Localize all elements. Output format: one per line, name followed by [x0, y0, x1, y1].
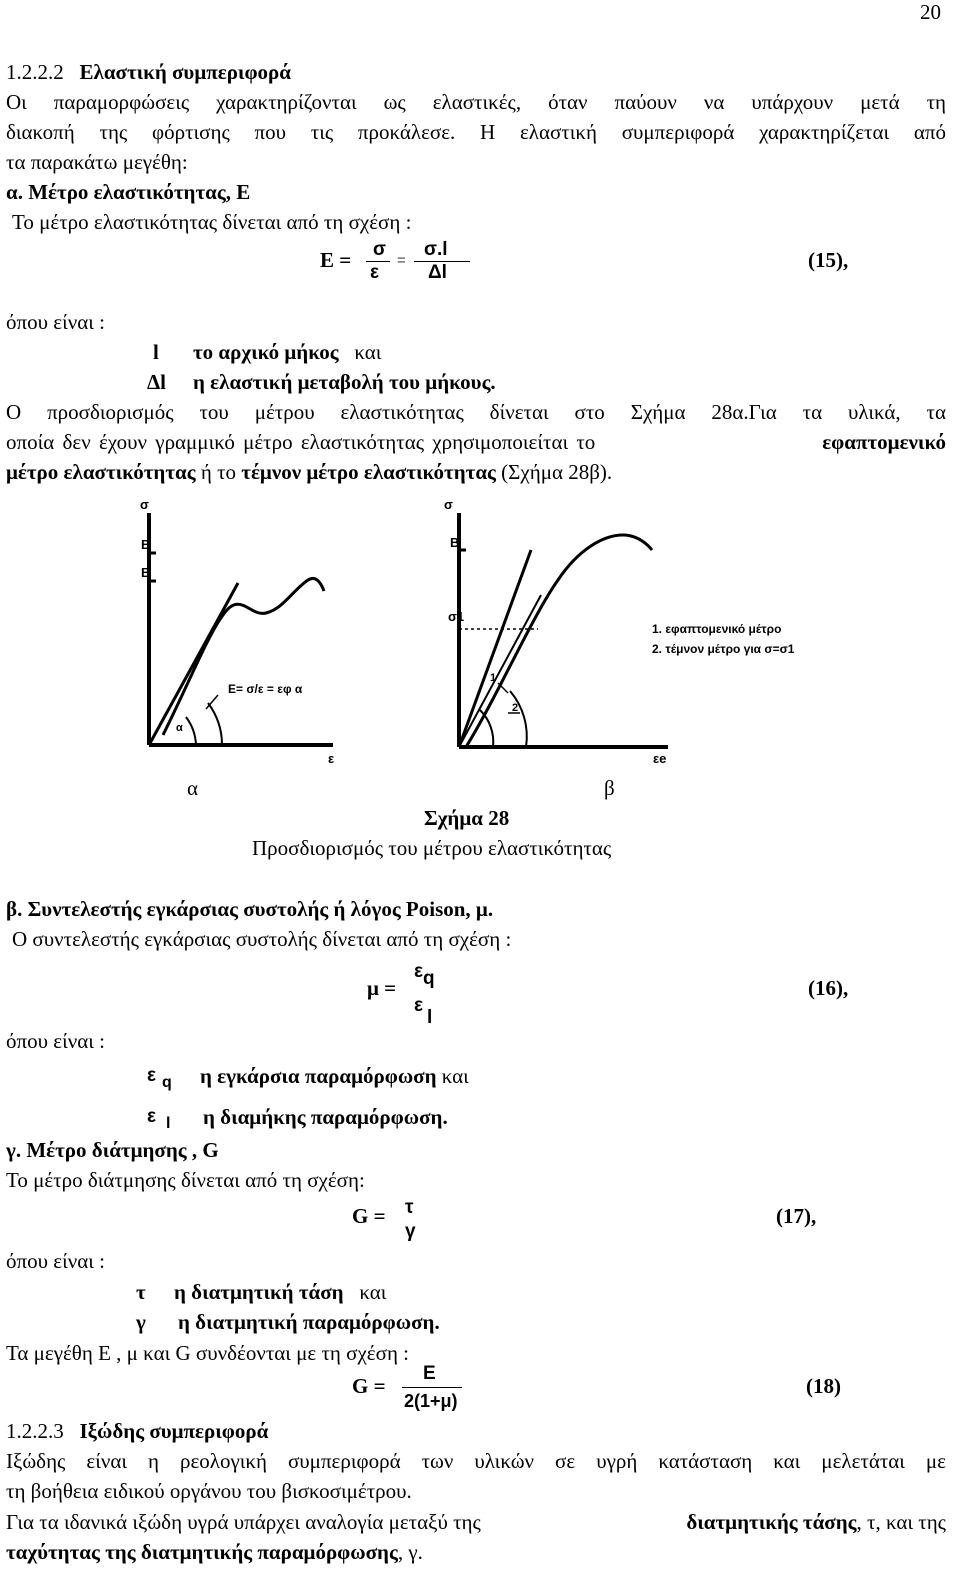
def-text-gamma: η διατμητική παραμόρφωση. [178, 1310, 440, 1334]
def-text-l: το αρχικό μήκος [193, 340, 339, 364]
def-text-eq: η εγκάρσια παραμόρφωση [200, 1064, 437, 1088]
eq15-den2: Δl [428, 262, 447, 283]
def-and: και [354, 340, 382, 364]
def-text-tau: η διατμητική τάση [174, 1280, 344, 1304]
tick-label-upper: B [450, 535, 460, 550]
figure-caption-text: Προσδιορισμός του μέτρου ελαστικότητας [252, 836, 612, 860]
section-title: Ελαστική συμπεριφορά [79, 60, 292, 84]
def-text-dl: η ελαστική μεταβολή του μήκους. [193, 370, 496, 394]
tangent-modulus-term: εφαπτομενικό [822, 430, 946, 454]
eq16-den-sub: l [427, 1007, 433, 1028]
def-symbol-eq-sub: q [162, 1074, 172, 1091]
viscous-line-3-a: Για τα ιδανικά ιξώδη υγρά υπάρχει αναλογία μεταξύ της [6, 1510, 481, 1534]
angle-arc-inner [186, 717, 196, 745]
y-axis-label: σ [140, 497, 149, 512]
where-label-a: όπου είναι : [6, 310, 105, 334]
tick-label-upper: B [141, 537, 151, 552]
relation-text: Τα μεγέθη E , μ και G συνδέονται με τη σχέση : [6, 1341, 410, 1365]
para-a-line-2-text: οποία δεν έχουν γραμμικό μέτρο ελαστικότητας χρησιμοποιείται το [6, 430, 596, 454]
para-a-line-1: Ο προσδιορισμός του μέτρου ελαστικότητας δίνεται στο Σχήμα 28α.Για τα υλικά, τα [6, 400, 946, 424]
angle-label: α [176, 722, 183, 734]
x-axis-label: εe [653, 751, 667, 766]
def-symbol-eq [147, 1062, 172, 1091]
angle-arc-2 [510, 691, 527, 747]
viscous-line-1: Ιξώδης είναι η ρεολογική συμπεριφορά των υλικών σε υγρή κατάσταση και μελετάται με [6, 1449, 946, 1473]
eq16-den [414, 992, 433, 1028]
stress-strain-curve [163, 578, 324, 735]
eq15-lhs: E = [320, 248, 352, 272]
tick-label-sigma1: σ1 [448, 609, 465, 624]
def-symbol-gamma: γ [136, 1310, 146, 1334]
def-row-eq [200, 1062, 469, 1090]
shear-rate-term: ταχύτητας της διατμητικής παραμόρφωσης [6, 1540, 398, 1564]
figure-label-b: β [604, 776, 615, 800]
eq16-num-symbol: ε [414, 961, 424, 982]
eq17-lhs: G = [352, 1204, 386, 1228]
viscous-line-3 [6, 1508, 946, 1536]
modulus-term: μέτρο ελαστικότητας [6, 460, 196, 484]
stress-strain-curve [466, 535, 652, 747]
eq15-equals: = [397, 252, 406, 269]
eq15-den1: ε [370, 262, 380, 283]
secant-line [459, 595, 541, 747]
section-number: 1.2.2.2 [6, 60, 64, 84]
def-text-el: η διαμήκης παραμόρφωση. [203, 1105, 448, 1129]
eq15-num1: σ [373, 239, 386, 260]
def-symbol-el-sub: l [166, 1115, 171, 1132]
def-row-l [193, 338, 381, 366]
eq16-num [414, 958, 435, 989]
given-text-a: Το μέτρο ελαστικότητας δίνεται από τη σχέση : [12, 210, 412, 234]
subsection-heading-b: β. Συντελεστής εγκάρσιας συστολής ή λόγος Poison, μ. [6, 897, 494, 921]
angle-arc-outer [208, 703, 222, 745]
eq15-number: (15), [808, 248, 849, 272]
def-symbol-l: l [153, 340, 159, 364]
page-number: 20 [920, 0, 941, 24]
para-a-line-3 [6, 458, 612, 486]
figure-caption-title: Σχήμα 28 [424, 806, 510, 830]
eq16-lhs: μ = [367, 976, 397, 1000]
tangent-line [149, 583, 238, 745]
given-text-c: Το μέτρο διάτμησης δίνεται από τη σχέση: [6, 1168, 365, 1192]
subsection-heading-c: γ. Μέτρο διάτμησης , G [6, 1138, 219, 1162]
def-symbol-dl: Δl [147, 370, 167, 394]
legend-item-2: 2. τέμνον μέτρο για σ=σ1 [652, 642, 795, 656]
intro-line-3: τα παρακάτω μεγέθη: [6, 150, 188, 174]
viscous-line-4-b: , γ. [397, 1540, 423, 1564]
def-row-tau [174, 1278, 386, 1306]
legend-item-1: 1. εφαπτομενικό μέτρο [652, 622, 782, 636]
intro-line-2: διακοπή της φόρτισης που τις προκάλεσε. Η ελαστική συμπεριφορά χαρακτηρίζεται από [6, 120, 946, 144]
tick-label-lower: B [141, 565, 151, 580]
def-and-eq: και [441, 1064, 469, 1088]
curve-label-2: 2 [512, 702, 519, 714]
modulus-annotation: E= σ/ε = εφ α [228, 682, 303, 696]
eq18-num: E [423, 1363, 436, 1384]
shear-stress-term: διατμητικής τάσης [686, 1510, 857, 1534]
eq18-number: (18) [806, 1374, 841, 1398]
y-axis-label: σ [444, 497, 453, 512]
curve-label-1: 1 [490, 672, 497, 684]
section-title-2: Ιξώδης συμπεριφορά [79, 1419, 269, 1443]
def-symbol-eq-main: ε [147, 1065, 157, 1086]
eq16-den-symbol: ε [414, 995, 424, 1016]
def-symbol-el-main: ε [147, 1106, 157, 1127]
eq16-num-sub: q [423, 968, 435, 989]
x-axis-label: ε [328, 751, 335, 766]
def-symbol-tau: τ [136, 1280, 146, 1304]
viscous-line-4 [6, 1538, 423, 1566]
eq17-num: τ [405, 1197, 414, 1218]
viscous-line-2: τη βοήθεια ειδικού οργάνου του βισκοσιμέτρου. [6, 1479, 412, 1503]
section-number-2: 1.2.2.3 [6, 1419, 64, 1443]
figure-28a-plot [128, 495, 338, 785]
eq17-number: (17), [776, 1204, 817, 1228]
figure-reference: (Σχήμα 28β). [501, 460, 613, 484]
viscous-line-3-end [686, 1508, 946, 1536]
para-a-or: ή το [200, 460, 237, 484]
given-text-b: Ο συντελεστής εγκάρσιας συστολής δίνεται από τη σχέση : [12, 927, 512, 951]
subsection-heading-a: α. Μέτρο ελαστικότητας, Ε [6, 180, 251, 204]
intro-line-1: Οι παραμορφώσεις χαρακτηρίζονται ως ελαστικές, όταν παύουν να υπάρχουν μετά τη [6, 90, 946, 114]
leader-line [206, 695, 218, 709]
def-symbol-el [147, 1103, 171, 1132]
where-label-c: όπου είναι : [6, 1249, 105, 1273]
figure-28b-plot [438, 495, 818, 785]
eq16-number: (16), [808, 976, 849, 1000]
eq17-den: γ [405, 1221, 416, 1242]
angle-arc-1 [480, 710, 493, 747]
where-label-b: όπου είναι : [6, 1029, 105, 1053]
eq18-lhs: G = [352, 1374, 386, 1398]
section-heading-2 [6, 1417, 268, 1445]
section-heading [6, 58, 291, 86]
secant-modulus-term: τέμνον μέτρο ελαστικότητας [241, 460, 496, 484]
def-and-tau: και [359, 1280, 387, 1304]
figure-label-a: α [187, 776, 199, 800]
viscous-line-3-c: , τ, και της [856, 1510, 946, 1534]
para-a-line-2 [6, 428, 946, 456]
eq15-num2: σ.l [424, 239, 448, 260]
eq18-den: 2(1+μ) [404, 1391, 458, 1411]
